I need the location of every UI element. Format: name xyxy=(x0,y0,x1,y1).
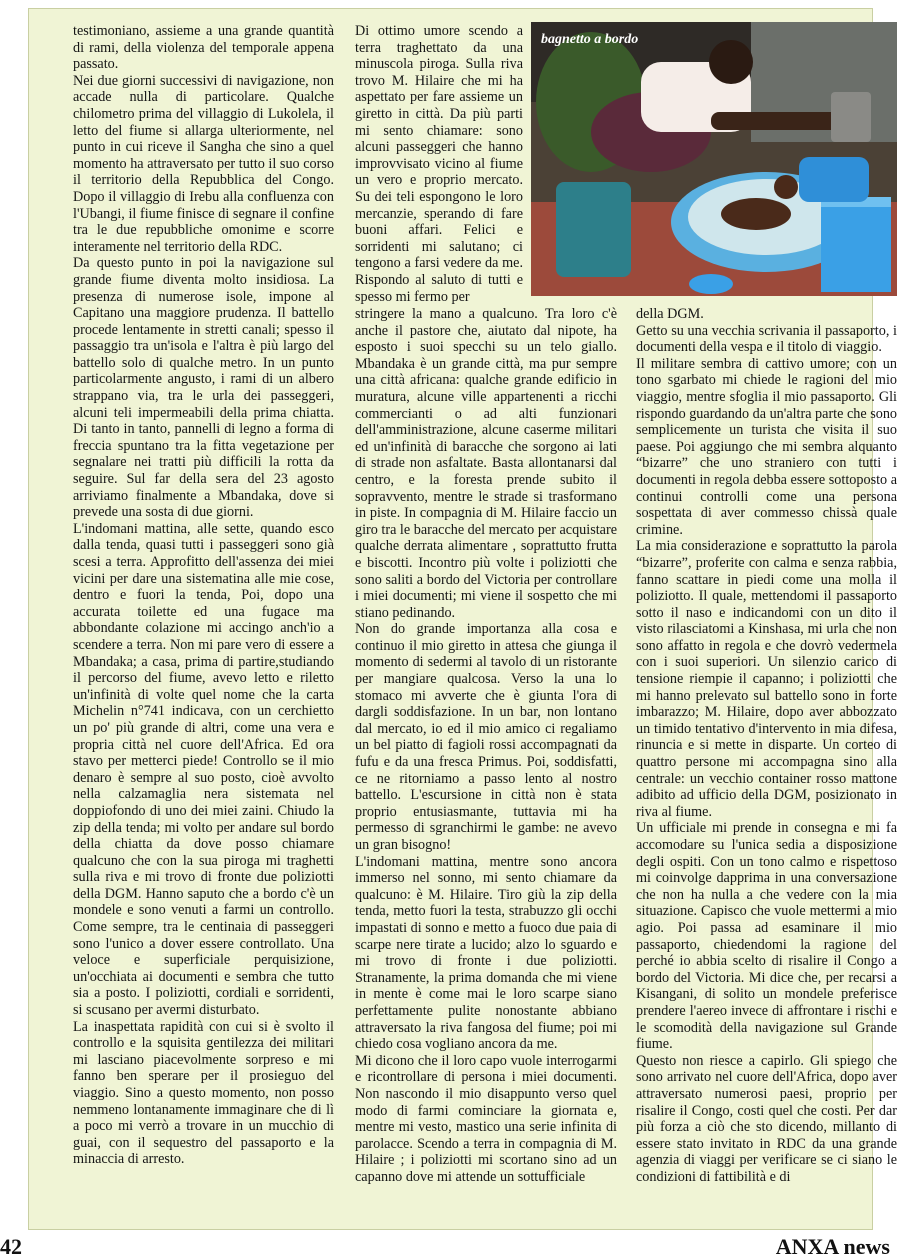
magazine-page xyxy=(28,8,897,1230)
paragraph: La mia considerazione e soprattutto la parola “bizarre”, proferite con calma e senza rabbia, fanno scattare in piedi come una molla il poliziotto. Il quale, mettendomi il passaporto sotto il naso e indicandomi con un dito il visto rilasciatomi a Kinshasa, mi urla che non sono affatto in regola e che dovrò vedermela con i suoi superiori. Un silenzio carico di tensione riempie il capanno; i poliziotti che mi hanno prelevato sul battello sono in forte imbarazzo; M. Hilaire, dopo aver abbozzato un timido tentativo d'intervento in mia difesa, rinuncia e si mette in disparte. Un corteo di quattro persone mi accompagna sino alla centrale: un vecchio container rosso mattone adibito ad ufficio della DGM, posizionato in riva al fiume. xyxy=(636,538,897,820)
text-column-2-top xyxy=(355,23,523,321)
paragraph: Mi dicono che il loro capo vuole interrogarmi e ricontrollare di persona i miei documenti. Non nascondo il mio disappunto verso quel modo di farmi cominciare la giornata e, mentre mi vesto, mastico una serie infinita di parolacce. Scendo a terra in compagnia di M. Hilaire ; i poliziotti mi scortano sino ad un capanno dove mi attende un sottufficiale xyxy=(355,1052,617,1185)
paragraph: Nei due giorni successivi di navigazione, non accade nulla di particolare. Qualche chilometro prima del villaggio di Lukolela, il letto del fiume si allarga ulteriormente, nel punto in cui riceve il Sangha che sino a quel momento ha attraversato per tutto il suo corso il territorio della Repubblica del Congo. Dopo il villaggio di Irebu alla confluenza con l'Ubangi, il fiume finisce di segnare il confine tra le due repubbliche omonime e scorre interamente nel territorio della RDC. xyxy=(73,72,334,255)
text-column-2 xyxy=(355,306,617,1224)
paragraph: testimoniano, assieme a una grande quantità di rami, della violenza del temporale appena passato. xyxy=(73,23,334,73)
magazine-brand: ANXA news xyxy=(775,1234,890,1259)
paragraph: stringere la mano a qualcuno. Tra loro c'è anche il pastore che, aiutato dal nipote, ha esposto i suoi specchi su un telo giallo. Mbandaka è un grande città, ma pur sempre una città africana: qualche grande edificio in muratura, alcune ville appartenenti a ricchi commercianti o ad alti funzionari dell'amministrazione, alcune caserme militari ed un'infinità di baracche che sorgono ai lati di strade non asfaltate. Basta allontanarsi dal centro, e la foresta prende subito il sopravvento, mentre le strade si trasformano in piste. In compagnia di M. Hilaire faccio un giro tra le baracche del mercato per acquistare qualche derrata alimentare , soprattutto frutta e biscotti. Incontro più volte i poliziotti che sono saliti a bordo del Victoria per controllare i miei documenti; mi viene il sospetto che mi stiano pedinando. xyxy=(355,306,617,621)
photo-caption: bagnetto a bordo xyxy=(541,32,639,47)
boat-bath-photo xyxy=(531,22,897,296)
page-number: 42 xyxy=(0,1234,22,1259)
text-column-1 xyxy=(73,23,334,1228)
paragraph: Da questo punto in poi la navigazione sul grande fiume diventa molto insidiosa. La presenza di numerose isole, impone al Capitano una maggiore prudenza. Il battello procede lentamente in stretti canali; spesso il passaggio tra un'isola e l'altra è più largo del battello solo di qualche metro. In un punto particolarmente angusto, i rami di un albero strappano via, tra le urla dei passeggeri, alcuni teli impermeabili della prima chiatta. Di tanto in tanto, pannelli di legno a forma di freccia spuntano tra la fitta vegetazione per segnalare nei tratti più difficili la rotta da seguire. Sul far della sera del 23 agosto arriviamo finalmente a Mbandaka, dove si prevede una sosta di due giorni. xyxy=(73,255,334,521)
paragraph: Il militare sembra di cattivo umore; con un tono sgarbato mi chiede le ragioni del mio viaggio, mentre sfoglia il mio passaporto. Gli rispondo guardando da un'altra parte che sono semplicemente un turista che visita il suo paese. Poi aggiungo che mi sembra alquanto “bizarre” che uno straniero con tutti i documenti in regola debba essere sottoposto a continui controlli come una persona sospettata di aver commesso chissà quale crimine. xyxy=(636,355,897,538)
paragraph: La inaspettata rapidità con cui si è svolto il controllo e la squisita gentilezza dei militari mi lasciano piacevolmente sorpreso e mi fanno ben sperare per il prosieguo del viaggio. Sino a questo momento, non posso nemmeno lontanamente immaginare che di lì a poco mi verrò a trovare in un mucchio di guai, con il sequestro del passaporto e la minaccia di arresto. xyxy=(73,1018,334,1168)
paragraph: Getto su una vecchia scrivania il passaporto, i documenti della vespa e il titolo di viaggio. xyxy=(636,322,897,356)
paragraph: L'indomani mattina, alle sette, quando esco dalla tenda, quasi tutti i passeggeri sono già scesi a terra. Approfitto dell'assenza dei miei vicini per dare una sistematina alle mie cose, dentro e fuori la tenda, Poi, dopo una accurata toilette ed una fugace ma abbondante colazione mi accingo anch'io a scendere a terra. Non mi pare vero di essere a Mbandaka; a casa, prima di partire,studiando il percorso del fiume, avevo letto e riletto un'infinità di volte quel nome che la carta Michelin n°741 indicava, con un cerchietto un po' più grande di altri, come una vera e propria città nel cuore dell'Africa. Ed ora stavo per metterci piede! Controllo se il mio denaro è sempre al suo posto, cioè avvolto nella calzamaglia nera sistemata nel doppiofondo di uno dei miei zaini. Chiudo la zip della tenda; mi volto per andare sul bordo della chiatta da dove posso chiamare qualcuno che con la sua piroga mi traghetti sulla riva e mi trovo di fronte due poliziotti della DGM. Hanno saputo che a bordo c'è un mondele e sono venuti a farmi un controllo. Come sempre, tra le centinaia di passeggeri sono l'unico a dover essere controllato. Una veloce e superficiale perquisizione, un'occhiata ai documenti e sembra che tutto sia a posto. I poliziotti, cordiali e sorridenti, si scusano per avermi disturbato. xyxy=(73,520,334,1019)
paragraph: Un ufficiale mi prende in consegna e mi fa accomodare su l'unica sedia a disposizione degli ospiti. Con un tono calmo e rispettoso mi coinvolge dapprima in una conversazione che non ha nulla a che vedere con la mia situazione. Capisco che vuole mettermi a mio agio. Poi passa ad esaminare il mio passaporto, chiedendomi la ragione del perché io abbia scelto di risalire il Congo a bordo del Victoria. Mi dice che, per recarsi a Kisangani, di solito un mondele preferisce prendere l'aereo invece di affrontare i rischi e le scomodità della navigazione sul Grande fiume. xyxy=(636,820,897,1053)
paragraph: Non do grande importanza alla cosa e continuo il mio giretto in attesa che giunga il momento di sedermi al tavolo di un ristorante per mangiare qualcosa. Verso la una lo stomaco mi avverte che è giunta l'ora di dargli soddisfazione. In un bar, non lontano dal mercato, io ed il mio amico ci regaliamo un bel piatto di fagioli rossi accompagnati da fufu e da una fresca Primus. Poi, soddisfatti, ce ne ritorniamo a passo lento al nostro battello. L'escursione in città non è stata proprio entusiasmante, tuttavia mi ha permesso di sgranchirmi le gambe: ne avevo un gran bisogno! xyxy=(355,621,617,853)
photo-illustration xyxy=(531,22,897,296)
paragraph: L'indomani mattina, mentre sono ancora immerso nel sonno, mi sento chiamare da qualcuno: è M. Hilaire. Tiro giù la zip della tenda, metto fuori la testa, strabuzzo gli occhi impastati di sonno e metto a fuoco due paia di scarpe nere tirate a lucido; alzo lo sguardo e mi trovo di fronte i due poliziotti. Stranamente, la prima domanda che mi viene in mente è come mai le loro scarpe siano perfettamente pulite nonostante abbiano attraversato la riva fangosa del fiume; poi mi chiedo cosa vogliano ancora da me. xyxy=(355,853,617,1053)
paragraph: Questo non riesce a capirlo. Gli spiego che sono arrivato nel cuore dell'Africa, dopo aver attraversato numerosi paesi, proprio per risalire il Congo, costi quel che costi. Per dar più forza a ciò che sto dicendo, millanto di essere stato invitato in RDC da una grande agenzia di viaggi per verificare se ci siano le condizioni di fattibilità e di xyxy=(636,1052,897,1185)
text-column-3 xyxy=(636,306,897,1224)
paragraph: Di ottimo umore scendo a terra traghettato da una minuscola piroga. Sulla riva trovo M. Hilaire che mi ha aspettato per fare assieme un giretto in città. Da più parti mi sento chiamare: sono alcuni passeggeri che hanno improvvisato vicino al fiume un vero e proprio mercato. Su dei teli espongono le loro mercanzie, sperando di fare buoni affari. Felici e sorridenti mi salutano; ci tengono a farsi vedere da me. Rispondo al saluto di tutti e spesso mi fermo per xyxy=(355,23,523,305)
paragraph: della DGM. xyxy=(636,306,704,322)
